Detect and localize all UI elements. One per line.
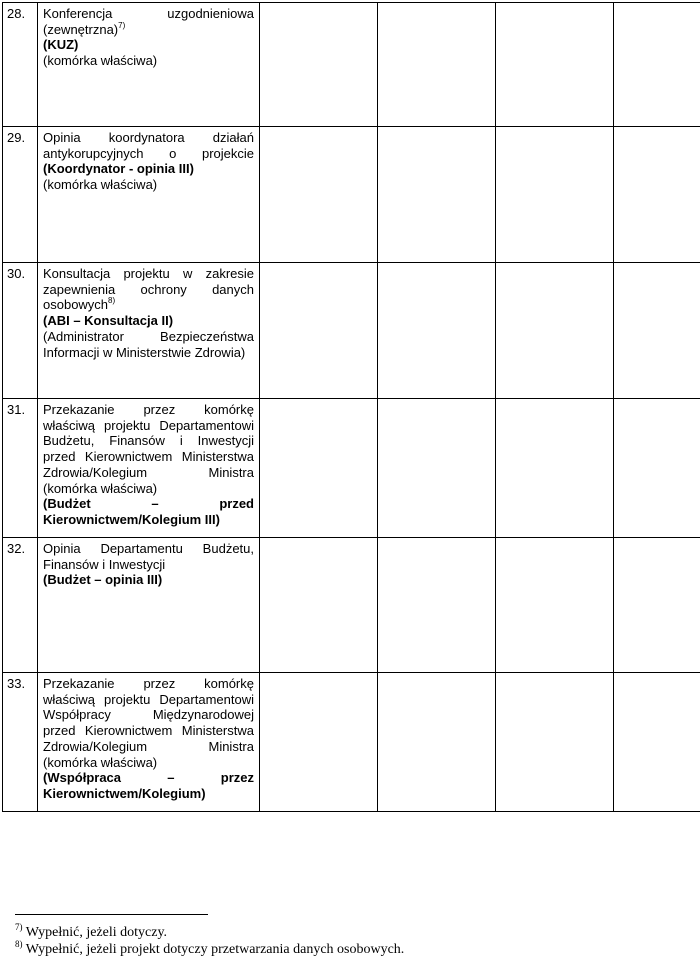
description-text: zapewnienia ochrony danych — [43, 281, 254, 297]
description-line — [43, 6, 254, 22]
empty-cell — [614, 399, 700, 538]
description-line — [43, 541, 254, 557]
description-text: Zdrowia/Kolegium Ministra — [43, 464, 254, 480]
empty-cell — [614, 673, 700, 812]
description-line — [43, 676, 254, 692]
empty-cell — [496, 673, 614, 812]
description-line — [43, 692, 254, 708]
description-line — [43, 177, 254, 193]
description-line — [43, 572, 254, 588]
table-row — [3, 3, 700, 127]
description-line — [43, 146, 254, 162]
table-row — [3, 538, 700, 673]
description-text: przed Kierownictwem Ministerstwa — [43, 723, 254, 739]
description-line — [43, 22, 254, 38]
description-line — [43, 723, 254, 739]
description-line — [43, 739, 254, 755]
empty-cell — [496, 127, 614, 263]
description-line — [43, 345, 254, 361]
description-line — [43, 130, 254, 146]
description-line — [43, 786, 254, 802]
empty-cell — [260, 3, 378, 127]
footnote-text: Wypełnić, jeżeli projekt dotyczy przetwarzania danych osobowych. — [22, 942, 405, 957]
footnote-8 — [15, 939, 405, 958]
description-line — [43, 755, 254, 771]
row-description — [38, 399, 260, 538]
empty-cell — [614, 538, 700, 673]
description-line — [43, 161, 254, 177]
description-line — [43, 297, 254, 313]
row-description — [38, 673, 260, 812]
description-line — [43, 433, 254, 449]
description-text: (Współpraca – przez — [43, 770, 254, 786]
description-line — [43, 707, 254, 723]
footnote-text: Wypełnić, jeżeli dotyczy. — [22, 925, 168, 940]
footnote-separator — [15, 914, 208, 915]
empty-cell — [260, 538, 378, 673]
description-text: Opinia Departamentu Budżetu, — [43, 541, 254, 556]
description-text: Konferencja uzgodnieniowa — [43, 6, 254, 21]
empty-cell — [378, 538, 496, 673]
empty-cell — [378, 399, 496, 538]
empty-cell — [496, 263, 614, 399]
row-number: 33. — [3, 673, 38, 812]
description-text: (Koordynator - opinia III) — [43, 161, 194, 177]
description-text: Finansów i Inwestycji — [43, 556, 166, 572]
empty-cell — [260, 673, 378, 812]
description-text: Współpracy Międzynarodowej — [43, 707, 254, 723]
description-text: (Budżet – opinia III) — [43, 572, 163, 588]
description-line — [43, 37, 254, 53]
description-text: Opinia koordynatora działań — [43, 130, 254, 145]
description-text: (komórka właściwa) — [43, 177, 158, 193]
empty-cell — [496, 3, 614, 127]
footnote-mark: 7) — [15, 922, 23, 932]
empty-cell — [614, 263, 700, 399]
empty-cell — [378, 263, 496, 399]
row-number: 32. — [3, 538, 38, 673]
row-description — [38, 127, 260, 263]
empty-cell — [260, 127, 378, 263]
empty-cell — [614, 3, 700, 127]
row-number: 28. — [3, 3, 38, 127]
description-line — [43, 770, 254, 786]
row-description — [38, 538, 260, 673]
description-text: Zdrowia/Kolegium Ministra — [43, 738, 254, 754]
description-line — [43, 557, 254, 573]
description-line — [43, 53, 254, 69]
description-text: (zewnętrzna) — [43, 21, 119, 37]
description-text: Przekazanie przez komórkę — [43, 402, 254, 417]
description-text: Informacji w Ministerstwie Zdrowia) — [43, 344, 246, 360]
description-text: (KUZ) — [43, 37, 79, 53]
description-text: przed Kierownictwem Ministerstwa — [43, 449, 254, 465]
description-line — [43, 449, 254, 465]
empty-cell — [614, 127, 700, 263]
empty-cell — [496, 538, 614, 673]
table-row — [3, 263, 700, 399]
description-text: Kierownictwem/Kolegium III) — [43, 511, 220, 527]
description-text: Kierownictwem/Kolegium) — [43, 785, 206, 801]
empty-cell — [378, 127, 496, 263]
description-line — [43, 313, 254, 329]
description-text: (komórka właściwa) — [43, 480, 158, 496]
row-description — [38, 263, 260, 399]
description-text: Konsultacja projektu w zakresie — [43, 266, 254, 281]
description-line — [43, 465, 254, 481]
description-text: właściwą projektu Departamentowi — [43, 691, 254, 707]
description-line — [43, 329, 254, 345]
footnote-reference: 8) — [108, 296, 116, 306]
table-row — [3, 399, 700, 538]
description-text: (ABI – Konsultacja II) — [43, 313, 174, 329]
description-line — [43, 266, 254, 282]
row-description — [38, 3, 260, 127]
description-text: antykorupcyjnych o projekcie — [43, 145, 254, 161]
empty-cell — [260, 263, 378, 399]
footnote-mark: 8) — [15, 939, 23, 949]
row-number: 31. — [3, 399, 38, 538]
description-line — [43, 496, 254, 512]
description-line — [43, 402, 254, 418]
description-line — [43, 481, 254, 497]
footnote-7 — [15, 922, 168, 941]
empty-cell — [496, 399, 614, 538]
description-text: Przekazanie przez komórkę — [43, 676, 254, 691]
row-number: 30. — [3, 263, 38, 399]
description-text: Budżetu, Finansów i Inwestycji — [43, 433, 254, 449]
description-line — [43, 512, 254, 528]
table-row — [3, 127, 700, 263]
table-row — [3, 673, 700, 812]
footnote-reference: 7) — [118, 20, 126, 30]
row-number: 29. — [3, 127, 38, 263]
empty-cell — [260, 399, 378, 538]
description-line — [43, 282, 254, 298]
description-text: (Budżet – przed — [43, 496, 254, 512]
description-text: (komórka właściwa) — [43, 754, 158, 770]
description-text: osobowych — [43, 297, 109, 313]
description-line — [43, 418, 254, 434]
description-text: (komórka właściwa) — [43, 53, 158, 69]
empty-cell — [378, 3, 496, 127]
description-text: (Administrator Bezpieczeństwa — [43, 328, 254, 344]
empty-cell — [378, 673, 496, 812]
procedure-table — [2, 2, 700, 812]
description-text: właściwą projektu Departamentowi — [43, 417, 254, 433]
